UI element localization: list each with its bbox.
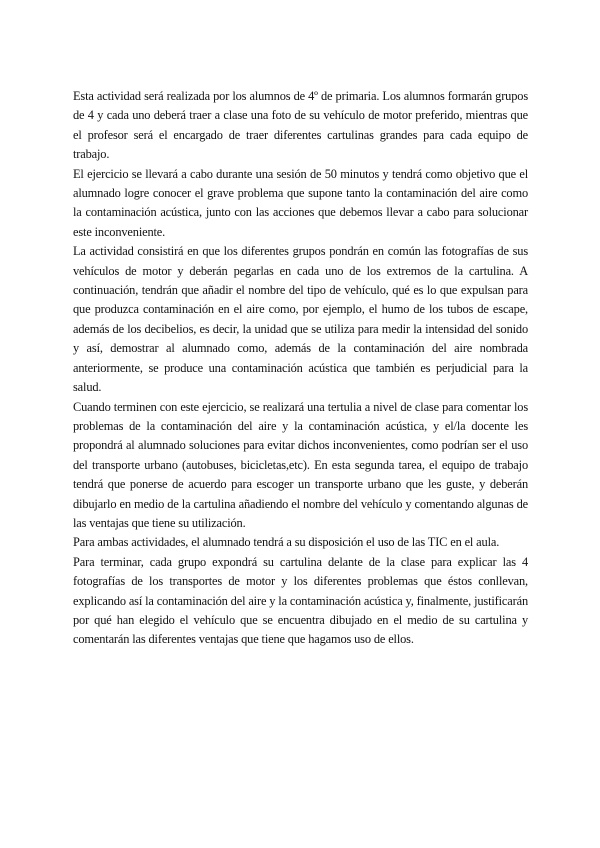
paragraph-class-discussion: Cuando terminen con este ejercicio, se realizará una tertulia a nivel de clase para comentar los problemas de la contaminación del aire y la contaminación acústica, y el/la docente les propondrá al alumnado soluciones para evitar dichos inconvenientes, como podrían ser el uso del transporte urbano (autobuses, bicicletas,etc). En esta segunda tarea, el equipo de trabajo tendrá que ponerse de acuerdo para escoger un transporte urbano que les guste, y deberán dibujarlo en medio de la cartulina añadiendo el nombre del vehículo y comentando algunas de las ventajas que tiene su utilización. — [73, 399, 528, 530]
paragraph-activity-description: La actividad consistirá en que los diferentes grupos pondrán en común las fotografías de sus vehículos de motor y deberán pegarlas en cada uno de los extremos de la cartulina. A continuación, tendrán que añadir el nombre del tipo de vehículo, qué es lo que expulsan para que produzca contaminación en el aire como, por ejemplo, el humo de los tubos de escape, además de los decibelios, es decir, la unidad que se utiliza para medir la intensidad del sonido y así, demostrar al alumnado como, además de la contaminación del aire nombrada anteriormente, se produce una contaminación acústica que también es perjudicial para la salud. — [73, 244, 528, 395]
paragraph-exercise-objective: El ejercicio se llevará a cabo durante una sesión de 50 minutos y tendrá como objetivo que el alumnado logre conocer el grave problema que supone tanto la contaminación del aire como la contaminación acústica, junto con las acciones que debemos llevar a cabo para solucionar este inconveniente. — [73, 166, 528, 239]
paragraph-activity-intro: Esta actividad será realizada por los alumnos de 4º de primaria. Los alumnos formarán grupos de 4 y cada uno deberá traer a clase una foto de su vehículo de motor preferido, mientras que el profesor será el encargado de traer diferentes cartulinas grandes para cada equipo de trabajo. — [73, 89, 528, 162]
paragraph-conclusion: Para terminar, cada grupo expondrá su cartulina delante de la clase para explicar las 4 fotografías de los transportes de motor y los diferentes problemas que éstos conllevan, explicando así la contaminación del aire y la contaminación acústica y, finalmente, justificarán por qué han elegido el vehículo que se encuentra dibujado en el medio de su cartulina y comentarán las diferentes ventajas que tiene que hagamos uso de ellos. — [73, 554, 528, 647]
paragraph-tic-resources: Para ambas actividades, el alumnado tendrá a su disposición el uso de las TIC en el aula. — [73, 535, 500, 550]
document-body — [73, 87, 528, 650]
